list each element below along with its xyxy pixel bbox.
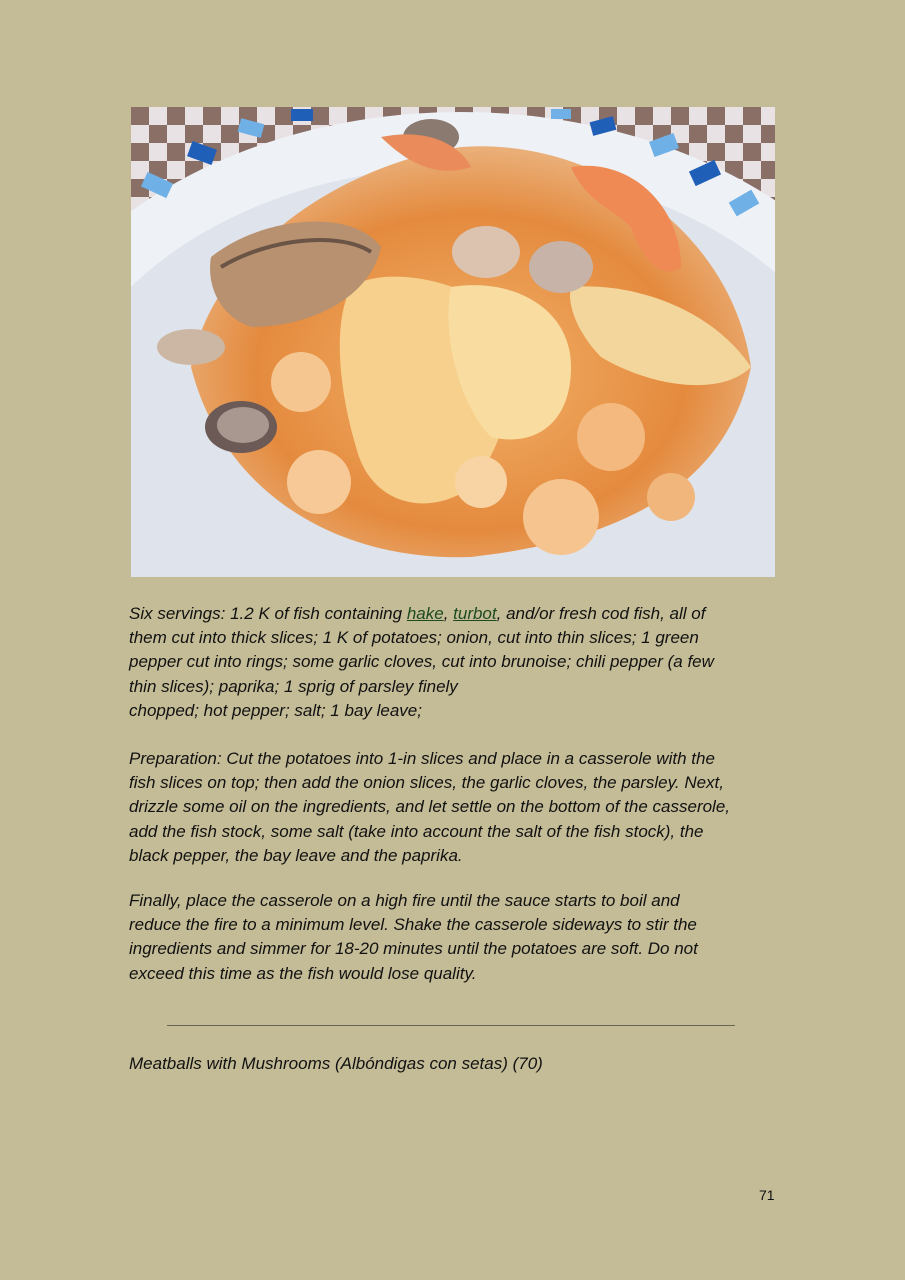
preparation-line-2: fish slices on top; then add the onion slices, the garlic cloves, the parsley. Next, <box>129 773 724 793</box>
finally-line-4: exceed this time as the fish would lose quality. <box>129 963 477 983</box>
ingredients-line-4: thin slices); paprika; 1 sprig of parsley finely <box>129 676 458 696</box>
ingredients-line-1 <box>129 602 779 626</box>
ingredients-separator: , <box>443 604 454 623</box>
turbot-link[interactable]: turbot <box>453 604 497 623</box>
finally-line-3: ingredients and simmer for 18-20 minutes until the potatoes are soft. Do not <box>129 939 698 959</box>
seafood-dish-photo <box>131 107 775 577</box>
ingredients-line-2: them cut into thick slices; 1 K of potatoes; onion, cut into thin slices; 1 green <box>129 628 699 648</box>
section-separator <box>167 1025 735 1026</box>
finally-line-1: Finally, place the casserole on a high fire until the sauce starts to boil and <box>129 891 680 910</box>
finally-paragraph <box>129 889 779 986</box>
ingredients-line-5: chopped; hot pepper; salt; 1 bay leave; <box>129 700 422 720</box>
preparation-line-4: add the fish stock, some salt (take into account the salt of the fish stock), the <box>129 821 704 841</box>
finally-line-2: reduce the fire to a minimum level. Shake the casserole sideways to stir the <box>129 915 697 935</box>
ingredients-text: Six servings: 1.2 K of fish containing <box>129 604 407 623</box>
ingredients-paragraph <box>129 602 779 723</box>
hake-link[interactable]: hake <box>406 604 444 623</box>
preparation-line-3: drizzle some oil on the ingredients, and let settle on the bottom of the casserole, <box>129 797 731 817</box>
preparation-line-1: Preparation: Cut the potatoes into 1-in slices and place in a casserole with the <box>129 749 715 768</box>
ingredients-text: , and/or fresh cod fish, all of <box>496 604 706 623</box>
preparation-line-5: black pepper, the bay leave and the paprika. <box>129 845 463 865</box>
ingredients-line-3: pepper cut into rings; some garlic cloves, cut into brunoise; chili pepper (a few <box>129 652 714 672</box>
page-number: 71 <box>759 1187 775 1203</box>
seafood-plate-illustration <box>131 107 775 577</box>
preparation-paragraph <box>129 747 779 868</box>
next-recipe-title: Meatballs with Mushrooms (Albóndigas con setas) (70) <box>129 1054 543 1073</box>
